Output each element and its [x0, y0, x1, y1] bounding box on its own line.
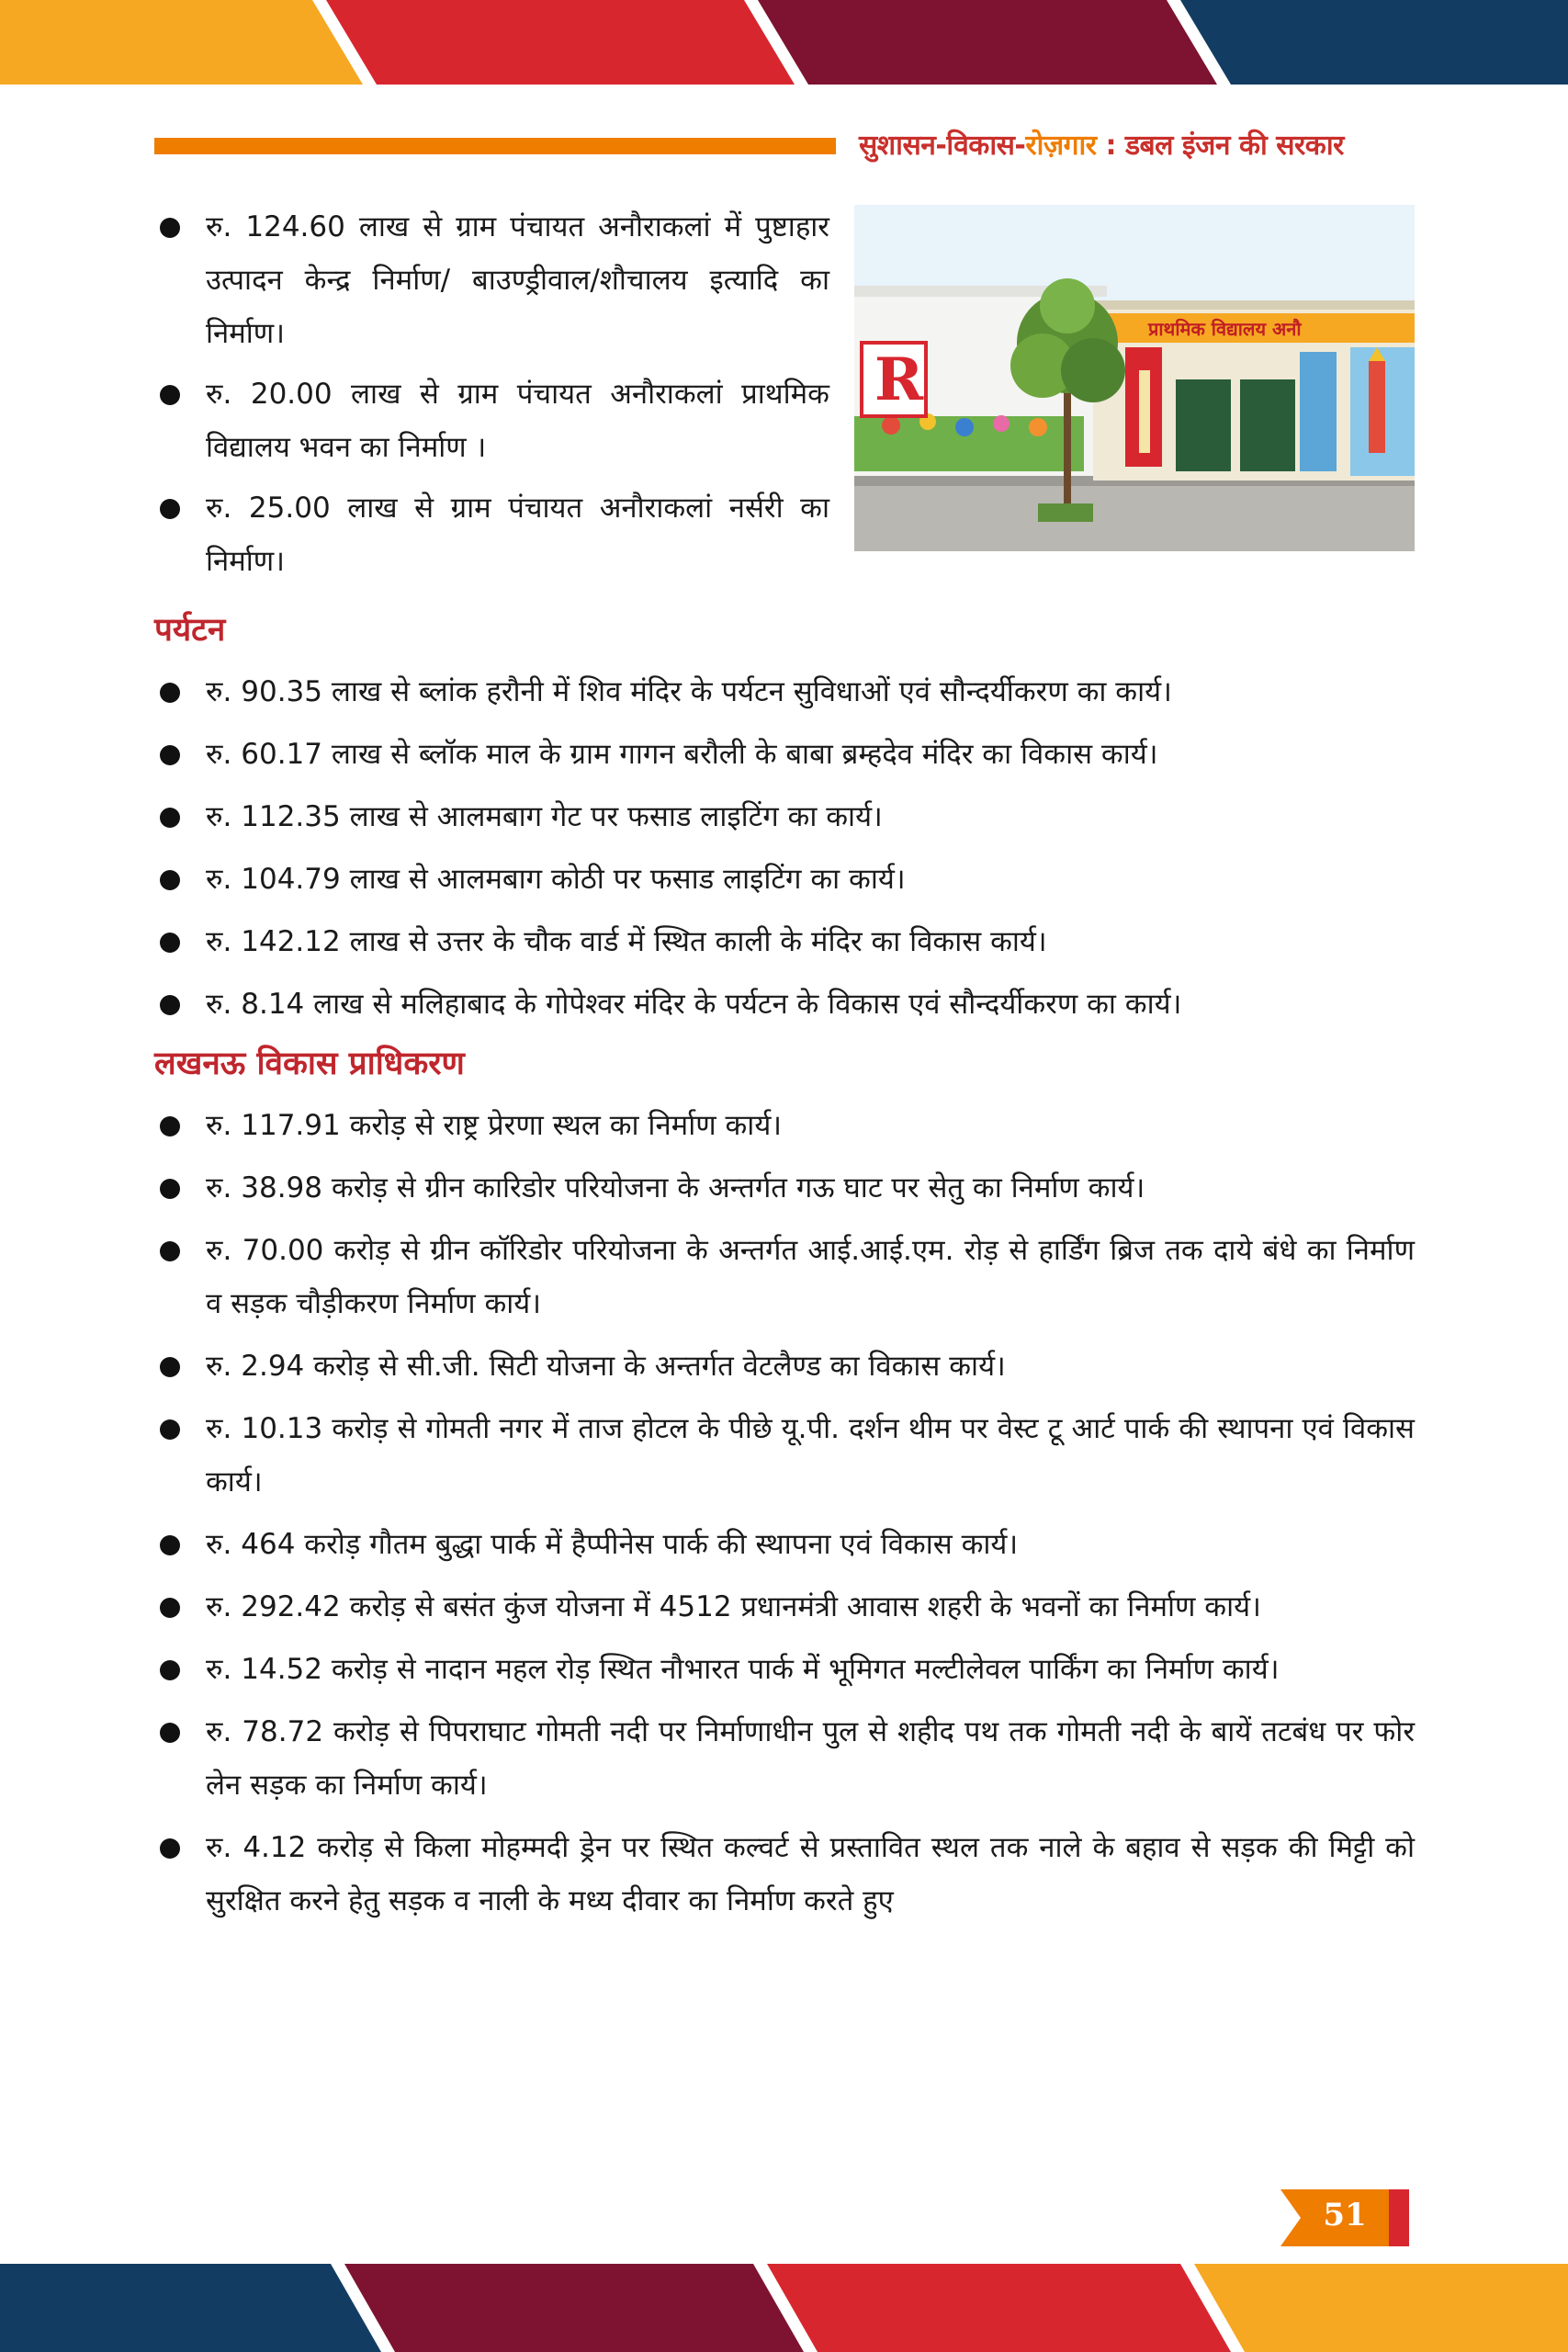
list-item: रु. 70.00 करोड़ से ग्रीन कॉरिडोर परियोजना के अन्तर्गत आई.आई.एम. रोड़ से हार्डिंग ब्रिज तक दाये बंधे का निर्माण व सड़क चौड़ीकरण निर्माण कार्य।	[154, 1224, 1415, 1330]
list-item: रु. 104.79 लाख से आलमबाग कोठी पर फसाड लाइटिंग का कार्य।	[154, 853, 1415, 906]
header-title-part1: सुशासन-विकास-	[859, 130, 1026, 162]
top-bullet-list	[154, 200, 829, 588]
list-item: रु. 25.00 लाख से ग्राम पंचायत अनौराकलां नर्सरी का निर्माण।	[154, 481, 829, 588]
tourism-bullet-list	[154, 665, 1415, 1031]
school-photo	[854, 205, 1415, 551]
header-title	[859, 125, 1415, 163]
bottom-decorative-band	[0, 2264, 1568, 2352]
list-item: रु. 117.91 करोड़ से राष्ट्र प्रेरणा स्थल का निर्माण कार्य।	[154, 1099, 1415, 1152]
school-sign-text: प्राथमिक विद्यालय अनौ	[1148, 318, 1302, 340]
wall-letter: R	[874, 345, 924, 414]
school-photo-illustration	[854, 205, 1415, 551]
list-item: रु. 90.35 लाख से ब्लांक हरौनी में शिव मंदिर के पर्यटन सुविधाओं एवं सौन्दर्यीकरण का कार्य।	[154, 665, 1415, 718]
list-item: रु. 10.13 करोड़ से गोमती नगर में ताज होटल के पीछे यू.पी. दर्शन थीम पर वेस्ट टू आर्ट पार्क की स्थापना एवं विकास कार्य।	[154, 1402, 1415, 1509]
list-item: रु. 464 करोड़ गौतम बुद्धा पार्क में हैप्पीनेस पार्क की स्थापना एवं विकास कार्य।	[154, 1518, 1415, 1571]
header-title-part2: रोज़गार	[1025, 130, 1097, 162]
page-content	[154, 200, 1415, 1937]
section-heading-tourism: पर्यटन	[154, 612, 226, 649]
list-item: रु. 38.98 करोड़ से ग्रीन कारिडोर परियोजना के अन्तर्गत गऊ घाट पर सेतु का निर्माण कार्य।	[154, 1161, 1415, 1215]
header-title-part3: : डबल इंजन की सरकार	[1096, 130, 1344, 162]
list-item: रु. 78.72 करोड़ से पिपराघाट गोमती नदी पर निर्माणाधीन पुल से शहीद पथ तक गोमती नदी के बायें तटबंध पर फोर लेन सड़क का निर्माण कार्य।	[154, 1705, 1415, 1812]
list-item: रु. 20.00 लाख से ग्राम पंचायत अनौराकलां प्राथमिक विद्यालय भवन का निर्माण ।	[154, 368, 829, 474]
list-item: रु. 8.14 लाख से मलिहाबाद के गोपेश्वर मंदिर के पर्यटन के विकास एवं सौन्दर्यीकरण का कार्य।	[154, 978, 1415, 1031]
list-item: रु. 14.52 करोड़ से नादान महल रोड़ स्थित नौभारत पार्क में भूमिगत मल्टीलेवल पार्किंग का निर्माण कार्य।	[154, 1643, 1415, 1696]
section-heading-lda: लखनऊ विकास प्राधिकरण	[154, 1046, 465, 1082]
list-item: रु. 112.35 लाख से आलमबाग गेट पर फसाड लाइटिंग का कार्य।	[154, 790, 1415, 843]
header-rule	[154, 138, 836, 154]
list-item: रु. 4.12 करोड़ से किला मोहम्मदी ड्रेन पर स्थित कल्वर्ट से प्रस्तावित स्थल तक नाले के बहाव से सड़क की मिट्टी को सुरक्षित करने हेतु सड़क व नाली के मध्य दीवार का निर्माण करते हुए	[154, 1821, 1415, 1928]
page-number-badge	[1280, 2189, 1409, 2246]
list-item: रु. 2.94 करोड़ से सी.जी. सिटी योजना के अन्तर्गत वेटलैण्ड का विकास कार्य।	[154, 1340, 1415, 1393]
list-item: रु. 292.42 करोड़ से बसंत कुंज योजना में 4512 प्रधानमंत्री आवास शहरी के भवनों का निर्माण कार्य।	[154, 1580, 1415, 1634]
page-number: 51	[1323, 2197, 1367, 2233]
lda-bullet-list	[154, 1099, 1415, 1928]
list-item: रु. 60.17 लाख से ब्लॉक माल के ग्राम गागन बरौली के बाबा ब्रम्हदेव मंदिर का विकास कार्य।	[154, 728, 1415, 781]
list-item: रु. 124.60 लाख से ग्राम पंचायत अनौराकलां में पुष्टाहार उत्पादन केन्द्र निर्माण/ बाउण्ड्रीवाल/शौचालय इत्यादि का निर्माण।	[154, 200, 829, 360]
list-item: रु. 142.12 लाख से उत्तर के चौक वार्ड में स्थित काली के मंदिर का विकास कार्य।	[154, 915, 1415, 968]
top-decorative-band	[0, 0, 1568, 85]
top-block	[154, 200, 1415, 597]
